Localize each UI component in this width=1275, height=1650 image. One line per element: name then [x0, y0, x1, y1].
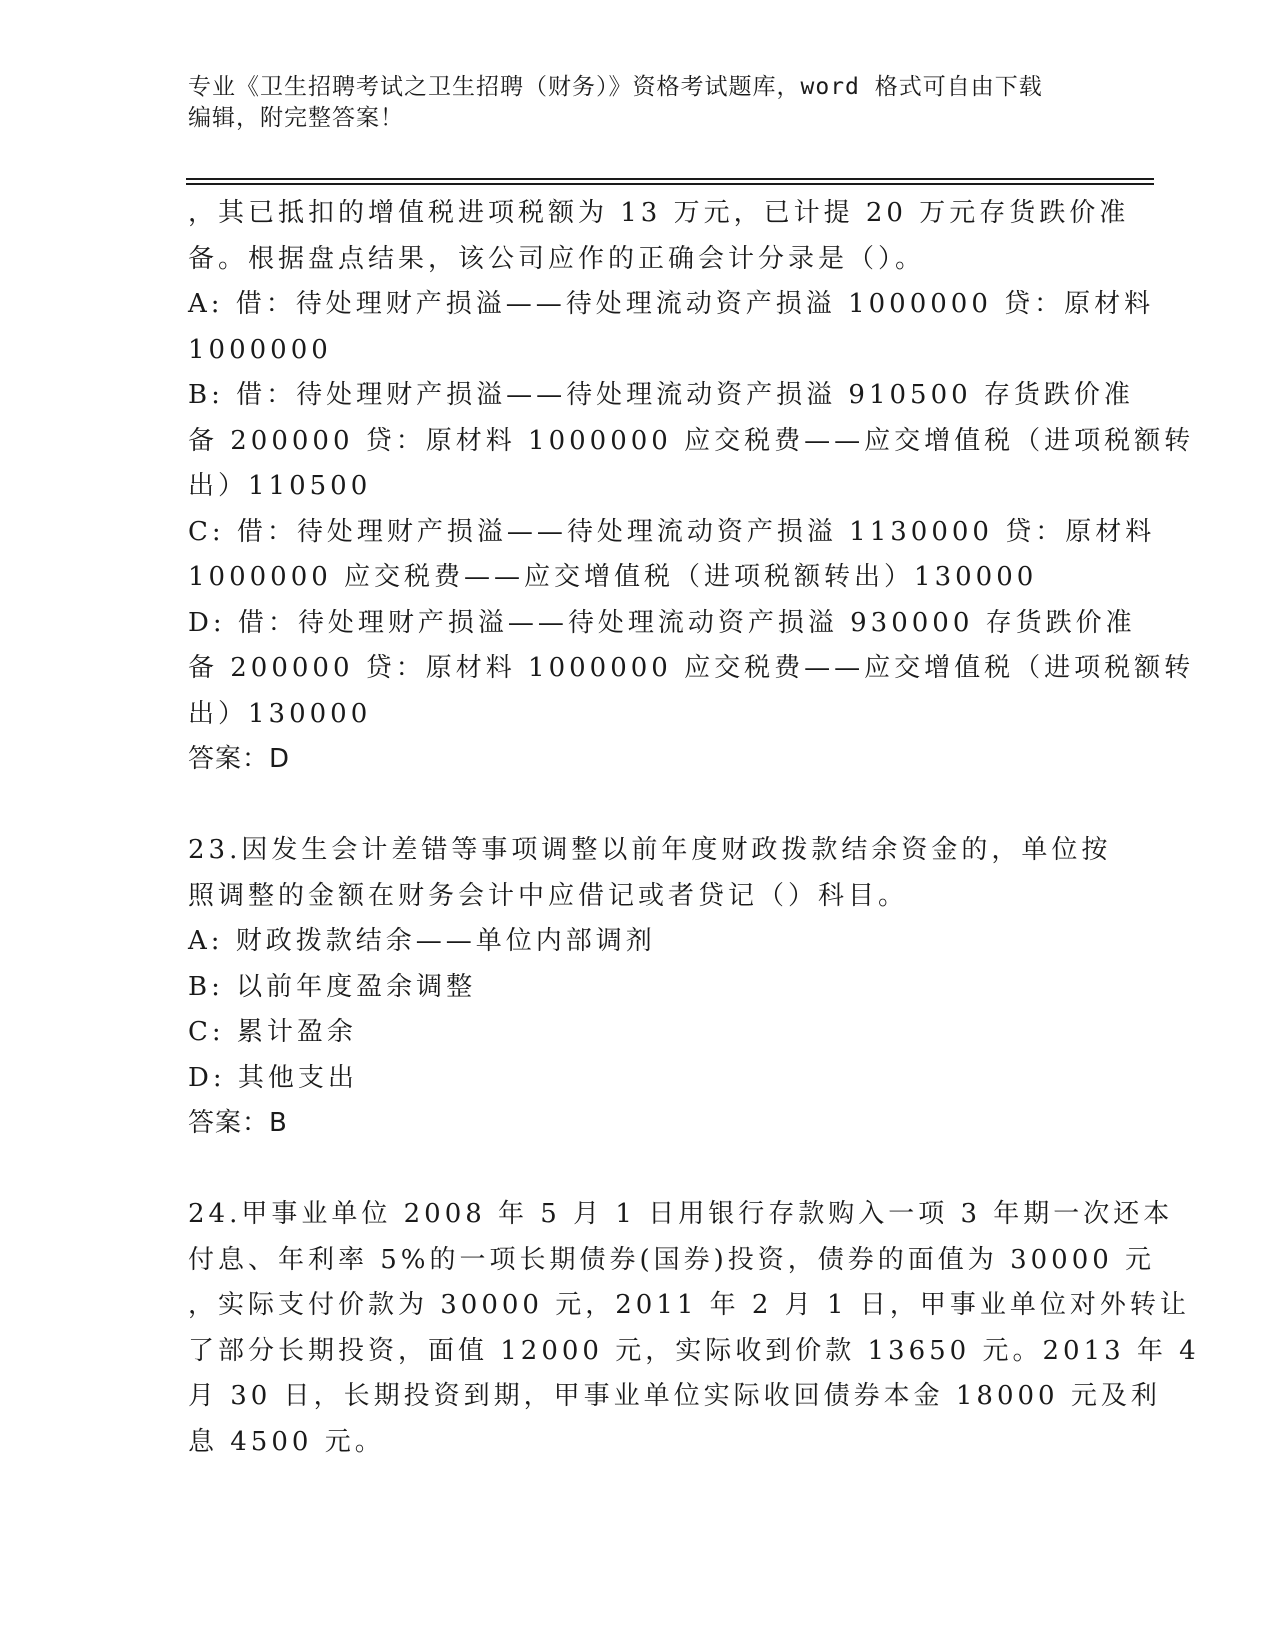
option-b: B: 以前年度盈余调整: [188, 971, 477, 1002]
header-divider-bottom: [186, 183, 1154, 185]
option-line: 备 200000 贷：原材料 1000000 应交税费——应交增值税（进项税额转: [188, 425, 1195, 456]
question-stem-line: 月 30 日，长期投资到期，甲事业单位实际收回债券本金 18000 元及利: [188, 1381, 1161, 1411]
question-24: [188, 1192, 1200, 1465]
spacer: [188, 783, 1088, 829]
question-stem-line: 息 4500 元。: [188, 1426, 385, 1457]
question-stem-line: 付息、年利率 5%的一项长期债券(国券)投资，债券的面值为 30000 元: [188, 1244, 1156, 1275]
option-line: 出）130000: [188, 698, 372, 729]
option-line: C: 借：待处理财产损溢——待处理流动资产损溢 1130000 贷：原材料: [188, 516, 1156, 547]
document-header: [188, 72, 1088, 134]
option-d: D: 其他支出: [188, 1062, 358, 1093]
option-line: A: 借：待处理财产损溢——待处理流动资产损溢 1000000 贷：原材料: [188, 289, 1155, 319]
answer-label: 答案：B: [188, 1108, 288, 1138]
option-line: 1000000: [188, 334, 332, 365]
option-line: 1000000 应交税费——应交增值税（进项税额转出）130000: [188, 562, 1038, 592]
question-stem-line: 了部分长期投资，面值 12000 元，实际收到价款 13650 元。2013 年 4: [188, 1335, 1200, 1366]
option-line: B: 借：待处理财产损溢——待处理流动资产损溢 910500 存货跌价准: [188, 380, 1134, 410]
header-line-2: 编辑，附完整答案！: [188, 105, 404, 131]
question-stem-line: 照调整的金额在财务会计中应借记或者贷记（）科目。: [188, 880, 909, 911]
question-stem-line: 23.因发生会计差错等事项调整以前年度财政拨款结余资金的，单位按: [188, 835, 1112, 865]
spacer: [188, 1147, 1088, 1193]
answer-label: 答案：D: [188, 744, 291, 774]
header-line-1: 专业《卫生招聘考试之卫生招聘（财务）》资格考试题库，word 格式可自由下载: [188, 74, 1043, 100]
option-line: 出）110500: [188, 471, 372, 501]
document-body: [188, 191, 1200, 1465]
question-stem-line: 备。根据盘点结果，该公司应作的正确会计分录是（）。: [188, 243, 926, 274]
option-c: C: 累计盈余: [188, 1017, 357, 1047]
question-stem-line: ，其已抵扣的增值税进项税额为 13 万元，已计提 20 万元存货跌价准: [188, 198, 1130, 228]
option-line: D: 借：待处理财产损溢——待处理流动资产损溢 930000 存货跌价准: [188, 607, 1136, 638]
question-22: [188, 191, 1195, 783]
question-23: [188, 828, 1112, 1147]
question-stem-line: 24.甲事业单位 2008 年 5 月 1 日用银行存款购入一项 3 年期一次还本: [188, 1199, 1174, 1229]
header-divider-top: [186, 178, 1154, 180]
question-stem-line: ，实际支付价款为 30000 元，2011 年 2 月 1 日，甲事业单位对外转让: [188, 1290, 1190, 1320]
option-line: 备 200000 贷：原材料 1000000 应交税费——应交增值税（进项税额转: [188, 653, 1195, 683]
option-a: A: 财政拨款结余——单位内部调剂: [188, 926, 656, 956]
